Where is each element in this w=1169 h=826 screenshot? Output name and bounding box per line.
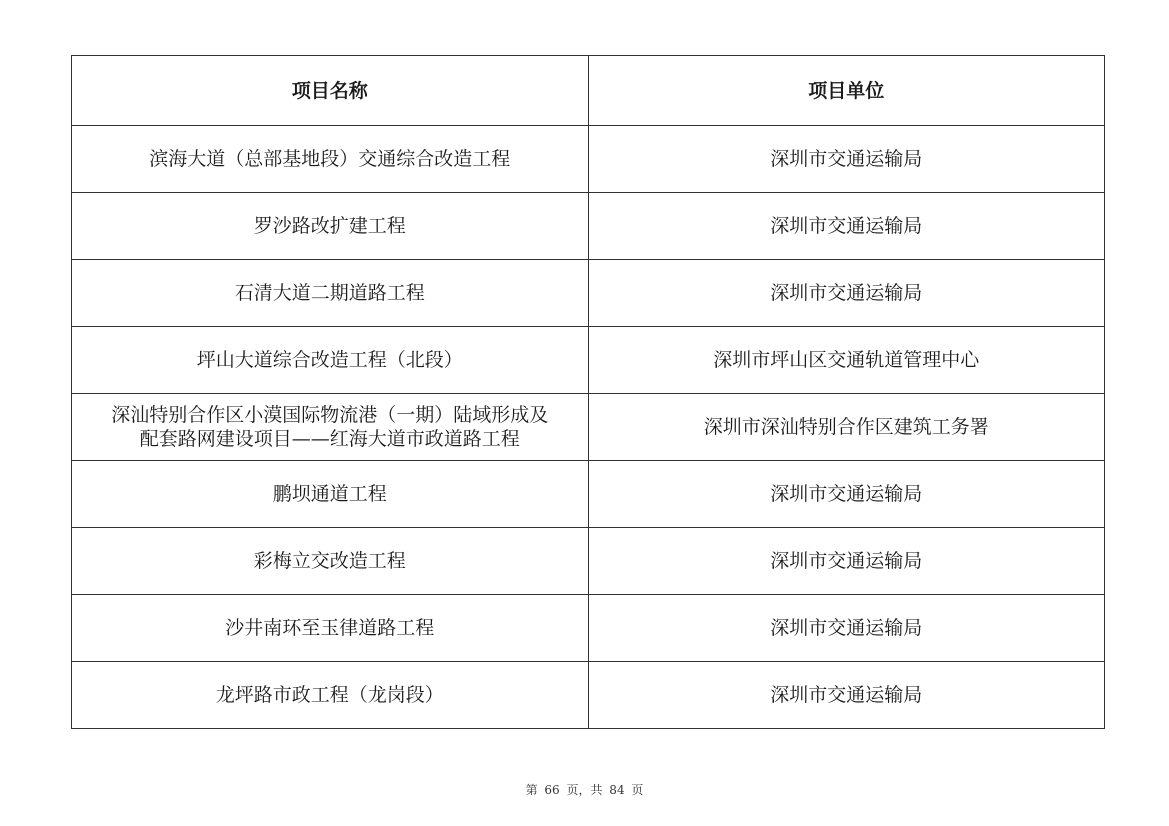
project-unit-cell: 深圳市交通运输局 [588, 126, 1105, 193]
project-unit-cell: 深圳市交通运输局 [588, 193, 1105, 260]
project-name-line: 配套路网建设项目——红海大道市政道路工程 [139, 428, 520, 450]
project-unit-cell: 深圳市深汕特别合作区建筑工务署 [588, 394, 1105, 461]
project-unit-cell: 深圳市交通运输局 [588, 662, 1105, 729]
project-table [71, 55, 1105, 729]
project-unit-cell: 深圳市交通运输局 [588, 528, 1105, 595]
table-header-row [72, 56, 1105, 126]
project-name-cell: 罗沙路改扩建工程 [72, 193, 589, 260]
project-name-cell: 滨海大道（总部基地段）交通综合改造工程 [72, 126, 589, 193]
project-name-cell: 彩梅立交改造工程 [72, 528, 589, 595]
table-row [72, 528, 1105, 595]
page-number-footer: 第 66 页，共 84 页 [525, 783, 644, 797]
header-project-name: 项目名称 [72, 56, 589, 126]
table-row [72, 394, 1105, 461]
table-row [72, 327, 1105, 394]
table-row [72, 461, 1105, 528]
project-name-cell: 龙坪路市政工程（龙岗段） [72, 662, 589, 729]
project-name-cell: 坪山大道综合改造工程（北段） [72, 327, 589, 394]
project-unit-cell: 深圳市交通运输局 [588, 260, 1105, 327]
table-row [72, 260, 1105, 327]
project-unit-cell: 深圳市交通运输局 [588, 595, 1105, 662]
table-row [72, 662, 1105, 729]
project-name-cell: 石清大道二期道路工程 [72, 260, 589, 327]
project-name-cell [72, 394, 589, 461]
project-name-line: 深汕特别合作区小漠国际物流港（一期）陆域形成及 [111, 404, 549, 426]
project-name-cell: 鹏坝通道工程 [72, 461, 589, 528]
table-row [72, 126, 1105, 193]
project-unit-cell: 深圳市坪山区交通轨道管理中心 [588, 327, 1105, 394]
project-unit-cell: 深圳市交通运输局 [588, 461, 1105, 528]
header-project-unit: 项目单位 [588, 56, 1105, 126]
project-name-cell: 沙井南环至玉律道路工程 [72, 595, 589, 662]
table-row [72, 595, 1105, 662]
table-row [72, 193, 1105, 260]
